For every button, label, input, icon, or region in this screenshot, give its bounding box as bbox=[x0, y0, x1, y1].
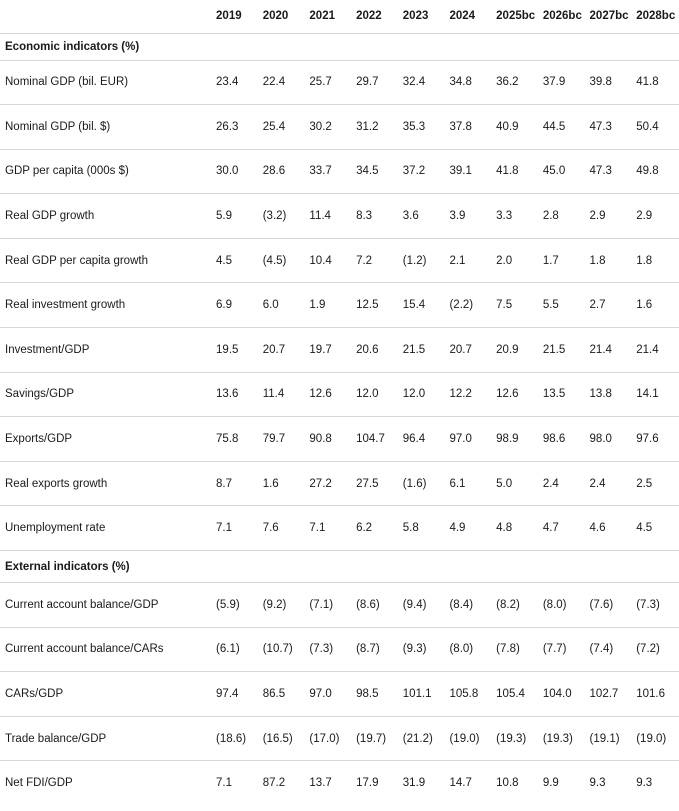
value-cell: 98.5 bbox=[356, 688, 379, 701]
value-cell: 7.5 bbox=[496, 299, 513, 312]
value-cell: 1.8 bbox=[636, 254, 653, 267]
value-cell: 7.2 bbox=[356, 254, 373, 267]
row-label: Trade balance/GDP bbox=[5, 732, 107, 745]
value-cell: 20.7 bbox=[449, 343, 472, 356]
value-cell: 3.9 bbox=[449, 210, 466, 223]
value-cell: 37.2 bbox=[402, 165, 426, 178]
row-label: Real GDP per capita growth bbox=[5, 254, 148, 267]
year-header: 2021 bbox=[309, 10, 335, 23]
value-cell: 27.5 bbox=[356, 477, 379, 490]
value-cell: 3.6 bbox=[402, 210, 419, 223]
value-cell: (7.4) bbox=[589, 643, 614, 656]
value-cell: 6.0 bbox=[262, 299, 279, 312]
value-cell: 11.4 bbox=[309, 210, 331, 223]
value-cell: 2.4 bbox=[589, 477, 606, 490]
value-cell: 98.9 bbox=[496, 433, 519, 446]
value-cell: 10.8 bbox=[496, 777, 519, 790]
value-cell: (9.3) bbox=[402, 643, 427, 656]
value-cell: 44.5 bbox=[542, 120, 566, 133]
value-cell: 49.8 bbox=[636, 165, 659, 178]
value-cell: 13.5 bbox=[542, 388, 566, 401]
table-row bbox=[0, 506, 679, 551]
value-cell: 20.6 bbox=[356, 343, 379, 356]
value-cell: (5.9) bbox=[216, 598, 240, 611]
row-label: Net FDI/GDP bbox=[5, 777, 73, 790]
value-cell: 12.0 bbox=[402, 388, 426, 401]
year-header: 2027bc bbox=[589, 10, 629, 23]
value-cell: 7.1 bbox=[309, 522, 326, 535]
section-header-row bbox=[0, 33, 679, 60]
value-cell: 36.2 bbox=[496, 76, 519, 89]
value-cell: (17.0) bbox=[309, 732, 340, 745]
row-label: Nominal GDP (bil. $) bbox=[5, 120, 111, 133]
value-cell: (1.6) bbox=[402, 477, 427, 490]
value-cell: 97.6 bbox=[636, 433, 659, 446]
row-label: Nominal GDP (bil. EUR) bbox=[5, 76, 129, 89]
value-cell: 20.7 bbox=[262, 343, 286, 356]
value-cell: 7.1 bbox=[216, 777, 233, 790]
value-cell: 105.4 bbox=[496, 688, 525, 701]
value-cell: 10.4 bbox=[309, 254, 332, 267]
section-title: Economic indicators (%) bbox=[5, 40, 140, 53]
value-cell: (2.2) bbox=[449, 299, 474, 312]
year-header: 2024 bbox=[449, 10, 476, 23]
value-cell: 2.7 bbox=[589, 299, 606, 312]
table-row bbox=[0, 238, 679, 283]
section-title: External indicators (%) bbox=[5, 560, 130, 573]
value-cell: (8.2) bbox=[496, 598, 520, 611]
value-cell: 50.4 bbox=[636, 120, 659, 133]
value-cell: 15.4 bbox=[402, 299, 426, 312]
value-cell: (19.1) bbox=[589, 732, 620, 745]
value-cell: 29.7 bbox=[356, 76, 379, 89]
value-cell: (8.0) bbox=[449, 643, 474, 656]
row-label: Real GDP growth bbox=[5, 210, 95, 223]
value-cell: 9.3 bbox=[589, 777, 606, 790]
value-cell: 27.2 bbox=[309, 477, 332, 490]
table-row bbox=[0, 761, 679, 806]
year-header: 2028bc bbox=[636, 10, 676, 23]
value-cell: 87.2 bbox=[262, 777, 286, 790]
value-cell: 11.4 bbox=[262, 388, 285, 401]
year-header: 2025bc bbox=[496, 10, 536, 23]
value-cell: 4.8 bbox=[496, 522, 513, 535]
value-cell: 2.9 bbox=[636, 210, 653, 223]
table-row bbox=[0, 194, 679, 239]
value-cell: (19.7) bbox=[356, 732, 387, 745]
value-cell: 96.4 bbox=[402, 433, 426, 446]
value-cell: 14.1 bbox=[636, 388, 659, 401]
value-cell: 104.7 bbox=[356, 433, 385, 446]
value-cell: 37.8 bbox=[449, 120, 472, 133]
value-cell: (18.6) bbox=[216, 732, 247, 745]
value-cell: 6.9 bbox=[216, 299, 233, 312]
value-cell: 2.0 bbox=[496, 254, 513, 267]
table-row bbox=[0, 417, 679, 462]
table-row bbox=[0, 105, 679, 150]
value-cell: (10.7) bbox=[262, 643, 293, 656]
year-header: 2022 bbox=[356, 10, 382, 23]
value-cell: 7.1 bbox=[216, 522, 233, 535]
value-cell: 2.8 bbox=[542, 210, 559, 223]
table-header-row bbox=[0, 0, 679, 33]
table-body bbox=[0, 33, 679, 806]
value-cell: (19.3) bbox=[496, 732, 527, 745]
value-cell: (8.4) bbox=[449, 598, 474, 611]
value-cell: (19.0) bbox=[636, 732, 667, 745]
table-row bbox=[0, 60, 679, 105]
value-cell: 47.3 bbox=[589, 165, 612, 178]
row-label: Investment/GDP bbox=[5, 343, 90, 356]
row-label: Savings/GDP bbox=[5, 388, 75, 401]
table-row bbox=[0, 716, 679, 761]
value-cell: (6.1) bbox=[216, 643, 240, 656]
value-cell: 98.6 bbox=[542, 433, 566, 446]
value-cell: 2.9 bbox=[589, 210, 606, 223]
row-label: GDP per capita (000s $) bbox=[5, 165, 129, 178]
row-label: Real investment growth bbox=[5, 299, 126, 312]
value-cell: (19.0) bbox=[449, 732, 480, 745]
value-cell: 40.9 bbox=[496, 120, 519, 133]
value-cell: 37.9 bbox=[542, 76, 566, 89]
value-cell: 6.1 bbox=[449, 477, 466, 490]
value-cell: 12.6 bbox=[309, 388, 332, 401]
value-cell: (21.2) bbox=[402, 732, 433, 745]
value-cell: 12.5 bbox=[356, 299, 379, 312]
value-cell: 28.6 bbox=[262, 165, 286, 178]
value-cell: 9.9 bbox=[542, 777, 559, 790]
value-cell: 31.9 bbox=[402, 777, 426, 790]
value-cell: (7.3) bbox=[309, 643, 334, 656]
value-cell: 7.6 bbox=[262, 522, 279, 535]
year-header: 2023 bbox=[402, 10, 429, 23]
value-cell: 30.0 bbox=[216, 165, 239, 178]
value-cell: 12.0 bbox=[356, 388, 379, 401]
value-cell: 25.4 bbox=[262, 120, 286, 133]
value-cell: (7.3) bbox=[636, 598, 660, 611]
table-row bbox=[0, 583, 679, 628]
table-row bbox=[0, 627, 679, 672]
value-cell: 3.3 bbox=[496, 210, 513, 223]
section-header-row bbox=[0, 551, 679, 583]
value-cell: 31.2 bbox=[356, 120, 379, 133]
value-cell: (9.2) bbox=[262, 598, 287, 611]
value-cell: 101.6 bbox=[636, 688, 665, 701]
value-cell: 47.3 bbox=[589, 120, 612, 133]
row-label: Real exports growth bbox=[5, 477, 108, 490]
table-row bbox=[0, 328, 679, 373]
value-cell: (7.8) bbox=[496, 643, 520, 656]
value-cell: (16.5) bbox=[262, 732, 293, 745]
value-cell: 101.1 bbox=[402, 688, 432, 701]
value-cell: 26.3 bbox=[216, 120, 239, 133]
value-cell: 1.6 bbox=[636, 299, 653, 312]
value-cell: (8.6) bbox=[356, 598, 380, 611]
value-cell: 5.9 bbox=[216, 210, 233, 223]
value-cell: 19.5 bbox=[216, 343, 239, 356]
year-header: 2019 bbox=[216, 10, 242, 23]
table-row bbox=[0, 461, 679, 506]
value-cell: 13.8 bbox=[589, 388, 612, 401]
value-cell: 1.8 bbox=[589, 254, 606, 267]
value-cell: 75.8 bbox=[216, 433, 239, 446]
value-cell: 2.5 bbox=[636, 477, 653, 490]
value-cell: 34.8 bbox=[449, 76, 472, 89]
value-cell: 1.9 bbox=[309, 299, 326, 312]
row-label: Unemployment rate bbox=[5, 522, 106, 535]
value-cell: 97.0 bbox=[449, 433, 472, 446]
value-cell: 13.7 bbox=[309, 777, 332, 790]
value-cell: 22.4 bbox=[262, 76, 286, 89]
value-cell: 2.4 bbox=[542, 477, 559, 490]
value-cell: 45.0 bbox=[542, 165, 566, 178]
table-row bbox=[0, 283, 679, 328]
value-cell: 102.7 bbox=[589, 688, 619, 701]
value-cell: 4.5 bbox=[216, 254, 233, 267]
value-cell: 97.0 bbox=[309, 688, 332, 701]
value-cell: 21.5 bbox=[402, 343, 426, 356]
value-cell: 20.9 bbox=[496, 343, 519, 356]
value-cell: 6.2 bbox=[356, 522, 373, 535]
value-cell: 5.8 bbox=[402, 522, 419, 535]
value-cell: 23.4 bbox=[216, 76, 239, 89]
value-cell: 97.4 bbox=[216, 688, 239, 701]
value-cell: 98.0 bbox=[589, 433, 612, 446]
row-label: CARs/GDP bbox=[5, 688, 64, 701]
value-cell: 9.3 bbox=[636, 777, 653, 790]
value-cell: 25.7 bbox=[309, 76, 332, 89]
value-cell: 105.8 bbox=[449, 688, 479, 701]
value-cell: 39.8 bbox=[589, 76, 612, 89]
value-cell: 21.4 bbox=[636, 343, 659, 356]
value-cell: 17.9 bbox=[356, 777, 379, 790]
value-cell: 79.7 bbox=[262, 433, 286, 446]
value-cell: (7.1) bbox=[309, 598, 334, 611]
value-cell: (7.6) bbox=[589, 598, 614, 611]
value-cell: 1.6 bbox=[262, 477, 279, 490]
value-cell: 33.7 bbox=[309, 165, 332, 178]
value-cell: 1.7 bbox=[542, 254, 559, 267]
value-cell: 8.3 bbox=[356, 210, 373, 223]
value-cell: 4.9 bbox=[449, 522, 466, 535]
value-cell: 41.8 bbox=[636, 76, 659, 89]
value-cell: (4.5) bbox=[262, 254, 287, 267]
value-cell: 12.2 bbox=[449, 388, 472, 401]
row-label: Current account balance/GDP bbox=[5, 598, 159, 611]
value-cell: 4.7 bbox=[542, 522, 559, 535]
value-cell: 14.7 bbox=[449, 777, 472, 790]
table-row bbox=[0, 672, 679, 717]
value-cell: 41.8 bbox=[496, 165, 519, 178]
value-cell: 8.7 bbox=[216, 477, 233, 490]
value-cell: (19.3) bbox=[542, 732, 573, 745]
value-cell: 13.6 bbox=[216, 388, 239, 401]
value-cell: 2.1 bbox=[449, 254, 466, 267]
header-label-cell bbox=[0, 0, 212, 33]
value-cell: 4.5 bbox=[636, 522, 653, 535]
table-row bbox=[0, 372, 679, 417]
value-cell: 104.0 bbox=[542, 688, 572, 701]
value-cell: (8.0) bbox=[542, 598, 567, 611]
value-cell: 4.6 bbox=[589, 522, 606, 535]
value-cell: (3.2) bbox=[262, 210, 287, 223]
value-cell: 5.0 bbox=[496, 477, 513, 490]
value-cell: (8.7) bbox=[356, 643, 380, 656]
value-cell: (9.4) bbox=[402, 598, 427, 611]
year-header: 2020 bbox=[262, 10, 289, 23]
value-cell: 32.4 bbox=[402, 76, 426, 89]
value-cell: 86.5 bbox=[262, 688, 286, 701]
value-cell: 12.6 bbox=[496, 388, 519, 401]
value-cell: (1.2) bbox=[402, 254, 427, 267]
row-label: Current account balance/CARs bbox=[5, 643, 164, 656]
value-cell: 5.5 bbox=[542, 299, 559, 312]
value-cell: 21.4 bbox=[589, 343, 612, 356]
year-header: 2026bc bbox=[542, 10, 582, 23]
table-row bbox=[0, 149, 679, 194]
value-cell: 90.8 bbox=[309, 433, 332, 446]
value-cell: 21.5 bbox=[542, 343, 566, 356]
value-cell: 34.5 bbox=[356, 165, 379, 178]
value-cell: 30.2 bbox=[309, 120, 332, 133]
value-cell: 19.7 bbox=[309, 343, 332, 356]
row-label: Exports/GDP bbox=[5, 433, 73, 446]
value-cell: (7.2) bbox=[636, 643, 660, 656]
value-cell: 35.3 bbox=[402, 120, 426, 133]
value-cell: 39.1 bbox=[449, 165, 472, 178]
value-cell: (7.7) bbox=[542, 643, 567, 656]
